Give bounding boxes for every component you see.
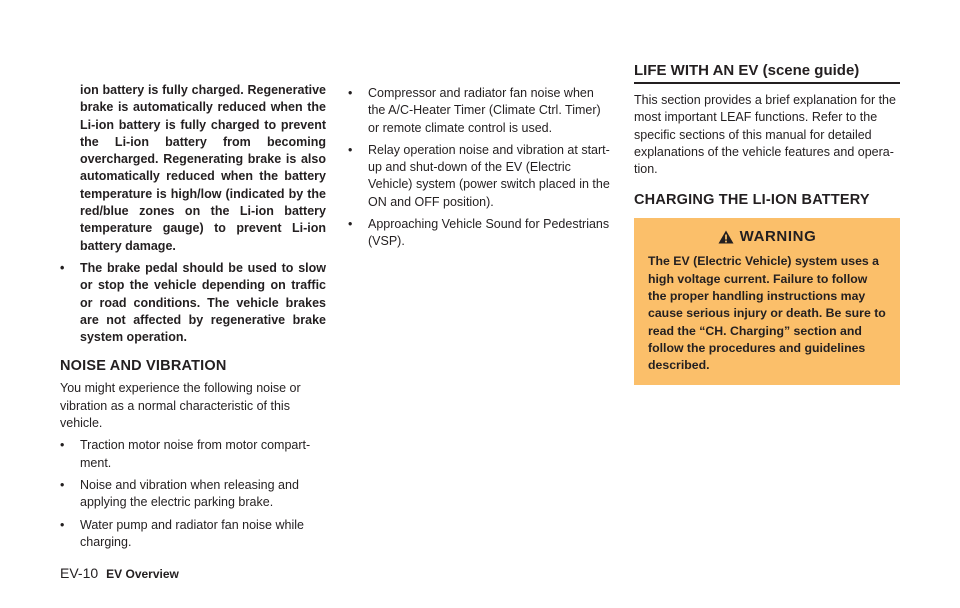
column-1 (60, 82, 326, 551)
column-2 (348, 85, 614, 251)
bullet-marker: • (60, 260, 65, 275)
list-item-text: The brake pedal should be used to slow or stop the vehicle depending on traffic or road conditions. The vehicle brakes are not affected by regenerative brake system operation. (80, 260, 326, 345)
bullet-marker: • (60, 477, 65, 492)
page-footer (60, 565, 179, 581)
warning-triangle-icon (718, 230, 734, 244)
column-3 (634, 92, 900, 385)
section-heading-noise: NOISE AND VIBRATION (60, 358, 227, 375)
list-item-text: Noise and vibration when releasing and applying the electric parking brake. (80, 477, 299, 510)
bullet-marker: • (60, 517, 65, 532)
list-item-text: Traction motor noise from motor compartment. (80, 438, 311, 470)
continued-text: ion battery is fully charged. Regenerative brake is automatically reduced when the Li-ion battery is fully charged to prevent the Li-ion battery from becoming overcharged. Regenerating brake is also automatically reduced when the battery temperature is high/low (indicated by the red/blue zones on the Li-ion battery temperature gauge) to prevent Li-ion battery damage. (80, 83, 326, 253)
warning-box (634, 218, 900, 384)
warning-text: The EV (Electric Vehicle) system uses a high voltage current. Failure to follow the proper handling instructions may cause serious injury or death. Be sure to read the “CH. Charging” section and follow the procedures and guidelines described. (648, 254, 886, 373)
list-item-text: Water pump and radiator fan noise while charging. (80, 517, 304, 549)
list-item-text: Approaching Vehicle Sound for Pedestrians (VSP). (368, 217, 610, 249)
page-header: LIFE WITH AN EV (scene guide) (634, 62, 900, 84)
section-heading-charging: CHARGING THE LI-ION BATTERY (634, 192, 870, 209)
list-item-text: Compressor and radiator fan noise when the A/C-Heater Timer (Climate Ctrl. Timer) or remote climate control is used. (368, 86, 601, 135)
warning-label: WARNING (739, 228, 817, 246)
list-item (60, 517, 326, 552)
list-item (348, 216, 614, 251)
footer-section-name: EV Overview (106, 567, 179, 581)
bullet-marker: • (348, 142, 353, 157)
noise-intro: You might experience the following noise or vibration as a normal characteristic of this vehicle. (60, 381, 301, 431)
bullet-marker: • (60, 438, 65, 453)
warning-title (648, 228, 886, 245)
list-item (60, 477, 326, 512)
list-item (348, 142, 614, 211)
list-item (348, 85, 614, 137)
bullet-marker: • (348, 86, 353, 100)
list-item-text: Relay operation noise and vibration at start-up and shut-down of the EV (Electric Vehicle) system (power switch placed in the ON and OFF position). (368, 142, 610, 209)
page-number: EV-10 (60, 565, 99, 581)
list-item (60, 437, 326, 472)
list-item-brake-pedal (60, 260, 326, 346)
section-intro: This section provides a brief explanation for the most important LEAF functions. Refer to the specific sections of this manual for detailed explanations of the vehicle features and operation. (634, 93, 896, 177)
bullet-marker: • (348, 217, 353, 232)
